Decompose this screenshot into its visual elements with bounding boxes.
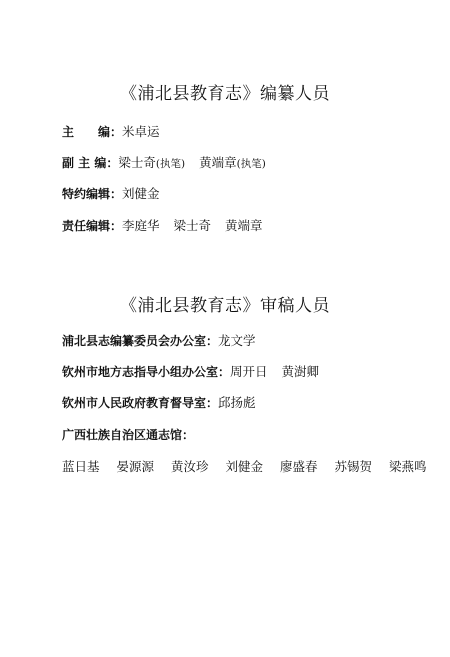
responsible-editor-label: 责任编辑： xyxy=(62,219,123,233)
editor-in-chief-name: 米卓运 xyxy=(122,124,160,139)
reviewer-name: 廖盛春 xyxy=(280,459,318,474)
supervision-office-label: 钦州市人民政府教育督导室： xyxy=(62,396,219,410)
county-office-name: 龙文学 xyxy=(218,333,256,348)
section-title-editors: 《浦北县教育志》编纂人员 xyxy=(120,84,330,104)
editor-in-chief-row xyxy=(62,124,160,140)
deputy-editor-name: 黄端章 xyxy=(199,155,237,170)
deputy-editor-name: 梁士奇 xyxy=(118,155,156,170)
reviewer-name: 晏源源 xyxy=(116,459,155,474)
gazetteer-hall-label: 广西壮族自治区通志馆： xyxy=(62,428,195,442)
responsible-editor-row xyxy=(62,218,263,234)
county-office-label: 浦北县志编纂委员会办公室： xyxy=(62,334,219,348)
reviewer-name: 蓝日基 xyxy=(62,459,100,474)
responsible-editor-name: 李庭华 xyxy=(122,218,160,233)
reviewer-name: 梁燕鸣 xyxy=(389,459,427,474)
city-office-label: 钦州市地方志指导小组办公室： xyxy=(62,365,231,379)
gazetteer-hall-row xyxy=(62,427,194,443)
responsible-editor-name: 梁士奇 xyxy=(173,218,212,233)
reviewer-name: 黄汝珍 xyxy=(171,459,209,474)
section-title-reviewers: 《浦北县教育志》审稿人员 xyxy=(120,296,330,316)
reviewer-name: 刘健金 xyxy=(225,459,264,474)
supervision-office-name: 邱扬彪 xyxy=(218,395,256,410)
special-editor-name: 刘健金 xyxy=(122,186,160,201)
city-office-row xyxy=(62,364,319,380)
special-editor-row xyxy=(62,186,160,202)
city-office-name: 周开日 xyxy=(230,364,268,379)
responsible-editor-name: 黄端章 xyxy=(225,218,263,233)
deputy-editor-row xyxy=(62,155,266,172)
deputy-editor-note: (执笔) xyxy=(155,158,186,170)
deputy-editor-note: (执笔) xyxy=(236,158,266,170)
gazetteer-hall-names xyxy=(62,459,440,475)
county-office-row xyxy=(62,333,256,349)
reviewer-name: 苏锡贺 xyxy=(334,459,373,474)
city-office-name: 黄澍卿 xyxy=(281,364,320,379)
editor-in-chief-label: 主 编： xyxy=(62,125,123,139)
deputy-editor-label: 副 主 编： xyxy=(62,156,119,170)
special-editor-label: 特约编辑： xyxy=(62,187,123,201)
supervision-office-row xyxy=(62,395,256,411)
